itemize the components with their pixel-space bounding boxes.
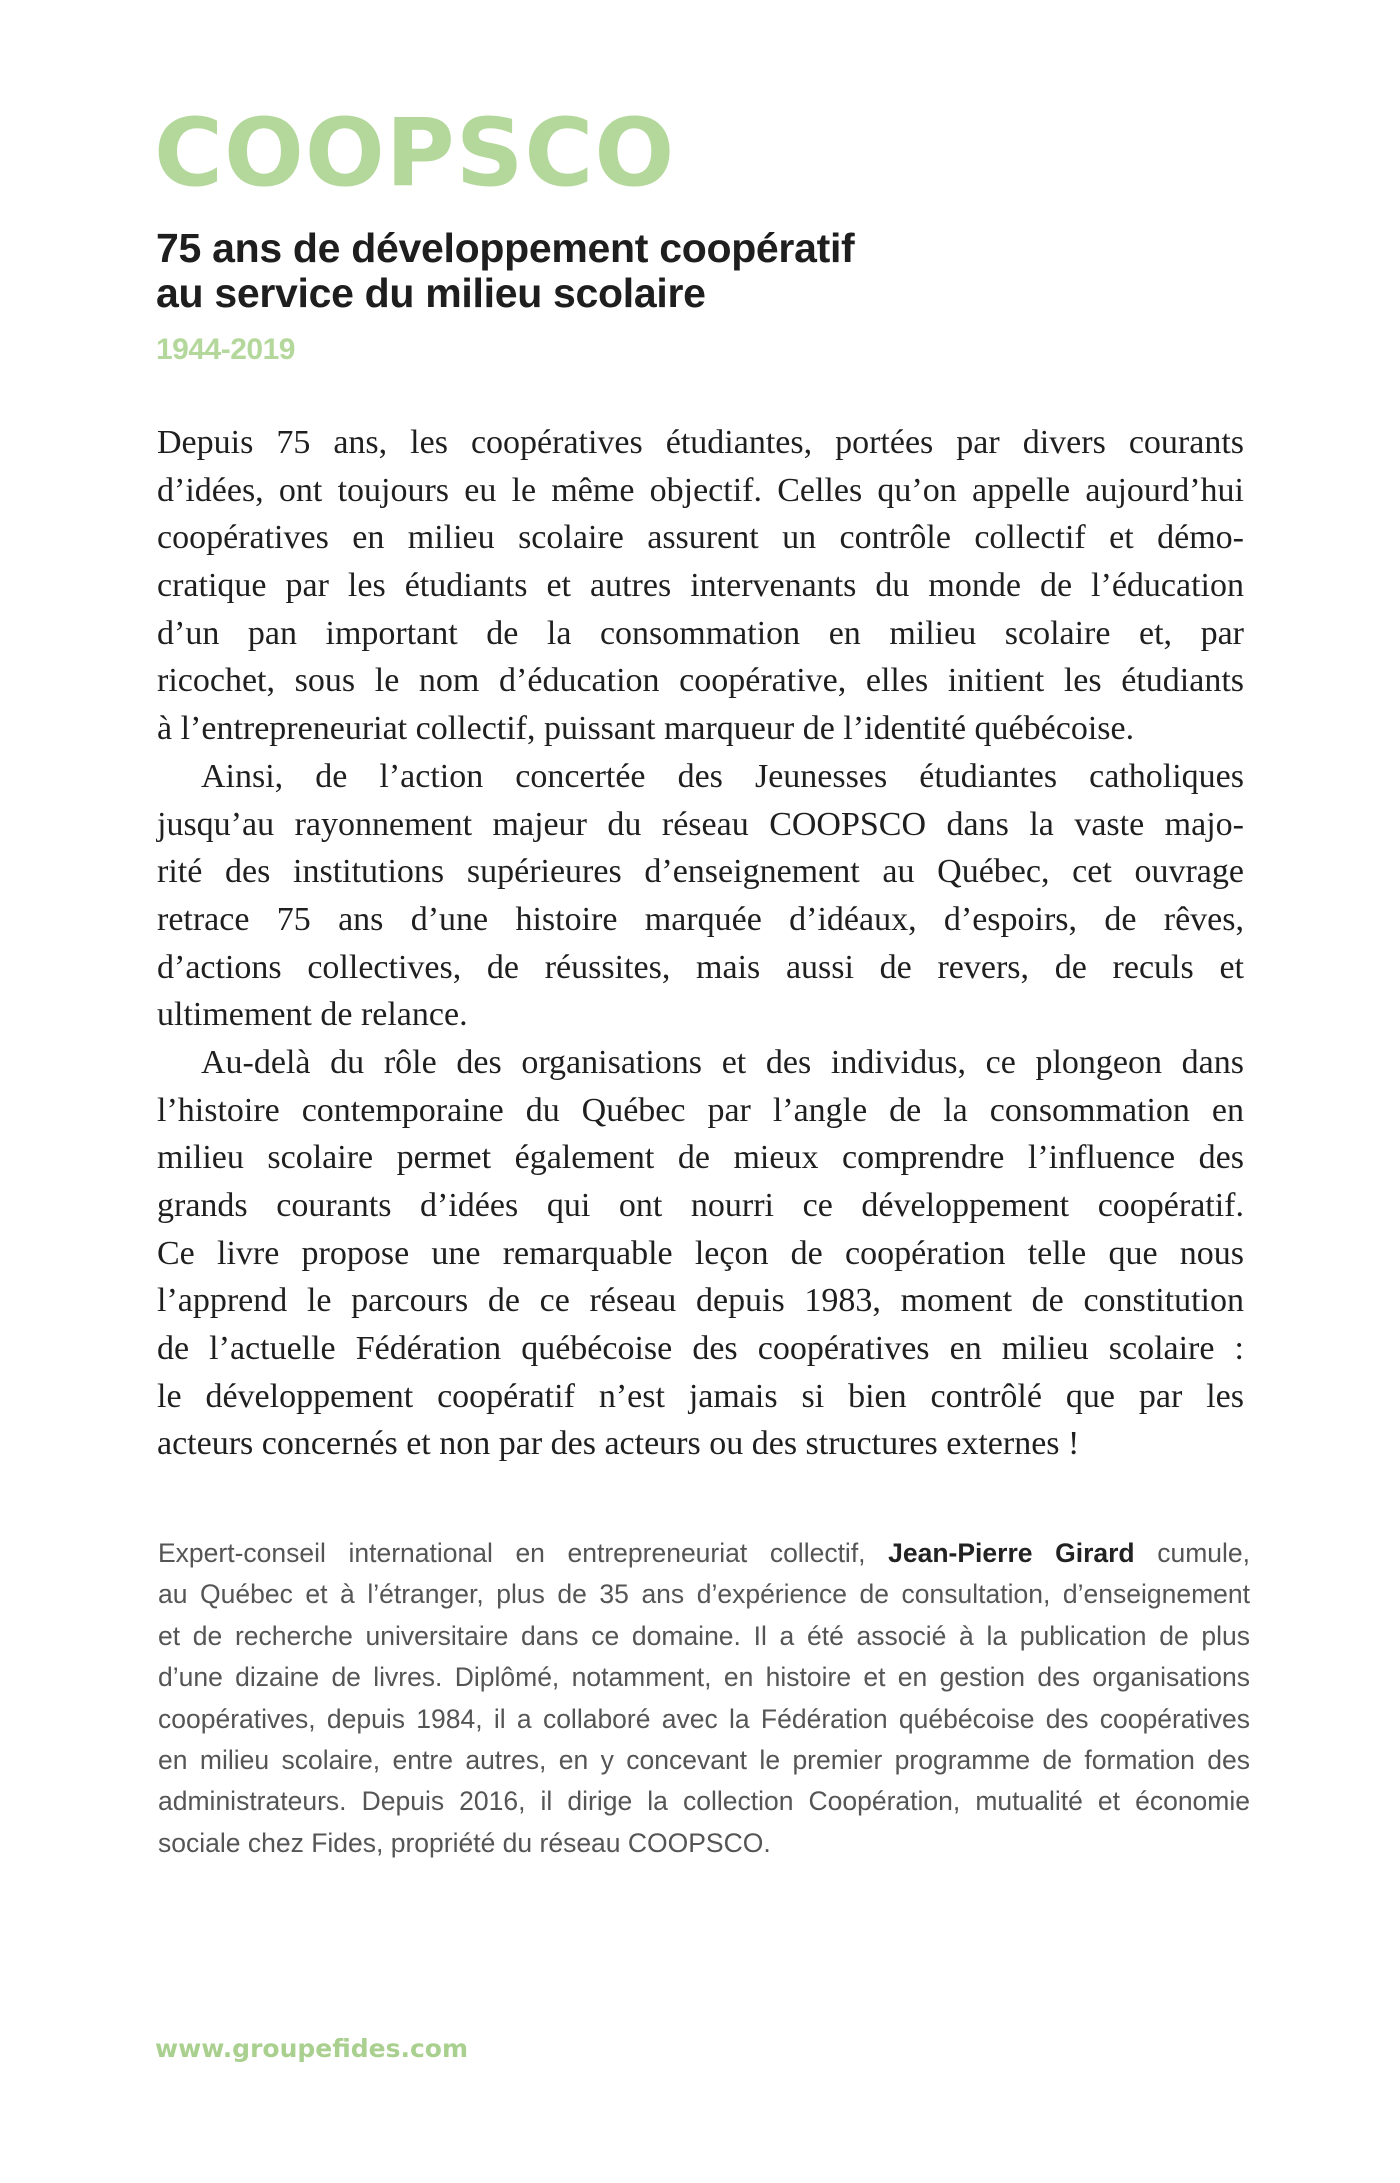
- book-description: [157, 419, 1244, 1468]
- body-line: à l’entrepreneuriat collectif, puissant marqueur de l’identité québécoise.: [157, 710, 1135, 748]
- bio-line: au Québec et à l’étranger, plus de 35 ans d’expérience de consultation, d’enseignement: [158, 1579, 1250, 1610]
- bio-text: cumule,: [1134, 1538, 1250, 1568]
- author-name: Jean-Pierre Girard: [888, 1538, 1135, 1568]
- body-line: Depuis 75 ans, les coopératives étudiantes, portées par divers courants: [157, 424, 1244, 461]
- body-line: Ce livre propose une remarquable leçon de coopération telle que nous: [157, 1234, 1244, 1272]
- body-line: le développement coopératif n’est jamais si bien contrôlé que par les: [157, 1377, 1244, 1415]
- body-line: retrace 75 ans d’une histoire marquée d’idéaux, d’espoirs, de rêves,: [157, 900, 1244, 938]
- body-line: d’idées, ont toujours eu le même objectif. Celles qu’on appelle aujourd’hui: [157, 471, 1244, 509]
- bio-line: [158, 1533, 1250, 1574]
- body-line: l’histoire contemporaine du Québec par l’angle de la consommation en: [157, 1091, 1244, 1129]
- bio-line: en milieu scolaire, entre autres, en y concevant le premier programme de formation des: [158, 1744, 1250, 1775]
- body-line: de l’actuelle Fédération québécoise des coopératives en milieu scolaire :: [157, 1330, 1244, 1368]
- body-line: d’un pan important de la consommation en milieu scolaire et, par: [157, 614, 1244, 652]
- body-line: acteurs concernés et non par des acteurs ou des structures externes !: [157, 1425, 1080, 1463]
- body-line: Au-delà du rôle des organisations et des individus, ce plongeon dans: [201, 1043, 1244, 1081]
- bio-line: sociale chez Fides, propriété du réseau COOPSCO.: [158, 1827, 771, 1858]
- bio-line: administrateurs. Depuis 2016, il dirige la collection Coopération, mutualité et économie: [158, 1786, 1250, 1817]
- brand-title: COOPSCO: [154, 99, 676, 208]
- bio-line: d’une dizaine de livres. Diplômé, notamment, en histoire et en gestion des organisations: [158, 1662, 1250, 1693]
- book-subtitle: [156, 226, 854, 316]
- body-line: coopératives en milieu scolaire assurent un contrôle collectif et démo-: [157, 519, 1244, 557]
- body-line: grands courants d’idées qui ont nourri ce développement coopératif.: [157, 1187, 1244, 1224]
- body-line: l’apprend le parcours de ce réseau depuis 1983, moment de constitution: [157, 1282, 1244, 1320]
- body-line: Ainsi, de l’action concertée des Jeunesses étudiantes catholiques: [201, 757, 1244, 795]
- author-bio: [158, 1533, 1250, 1864]
- body-line: jusqu’au rayonnement majeur du réseau COOPSCO dans la vaste majo-: [157, 805, 1244, 843]
- bio-text: Expert-conseil international en entrepreneuriat collectif,: [158, 1538, 889, 1568]
- body-line: rité des institutions supérieures d’enseignement au Québec, cet ouvrage: [157, 853, 1244, 891]
- bio-line: et de recherche universitaire dans ce domaine. Il a été associé à la publication de plus: [158, 1620, 1250, 1651]
- body-line: ultimement de relance.: [157, 996, 468, 1034]
- body-line: milieu scolaire permet également de mieux comprendre l’influence des: [157, 1139, 1244, 1177]
- date-range: 1944-2019: [156, 333, 295, 366]
- bio-line: coopératives, depuis 1984, il a collaboré avec la Fédération québécoise des coopératives: [158, 1703, 1250, 1734]
- publisher-website-link[interactable]: www.groupefides.com: [155, 2034, 469, 2063]
- subtitle-line-2: au service du milieu scolaire: [156, 270, 706, 316]
- body-line: d’actions collectives, de réussites, mais aussi de revers, de reculs et: [157, 948, 1244, 986]
- subtitle-line-1: 75 ans de développement coopératif: [156, 225, 855, 271]
- body-line: cratique par les étudiants et autres intervenants du monde de l’éducation: [157, 567, 1244, 605]
- body-line: ricochet, sous le nom d’éducation coopérative, elles initient les étudiants: [157, 662, 1244, 700]
